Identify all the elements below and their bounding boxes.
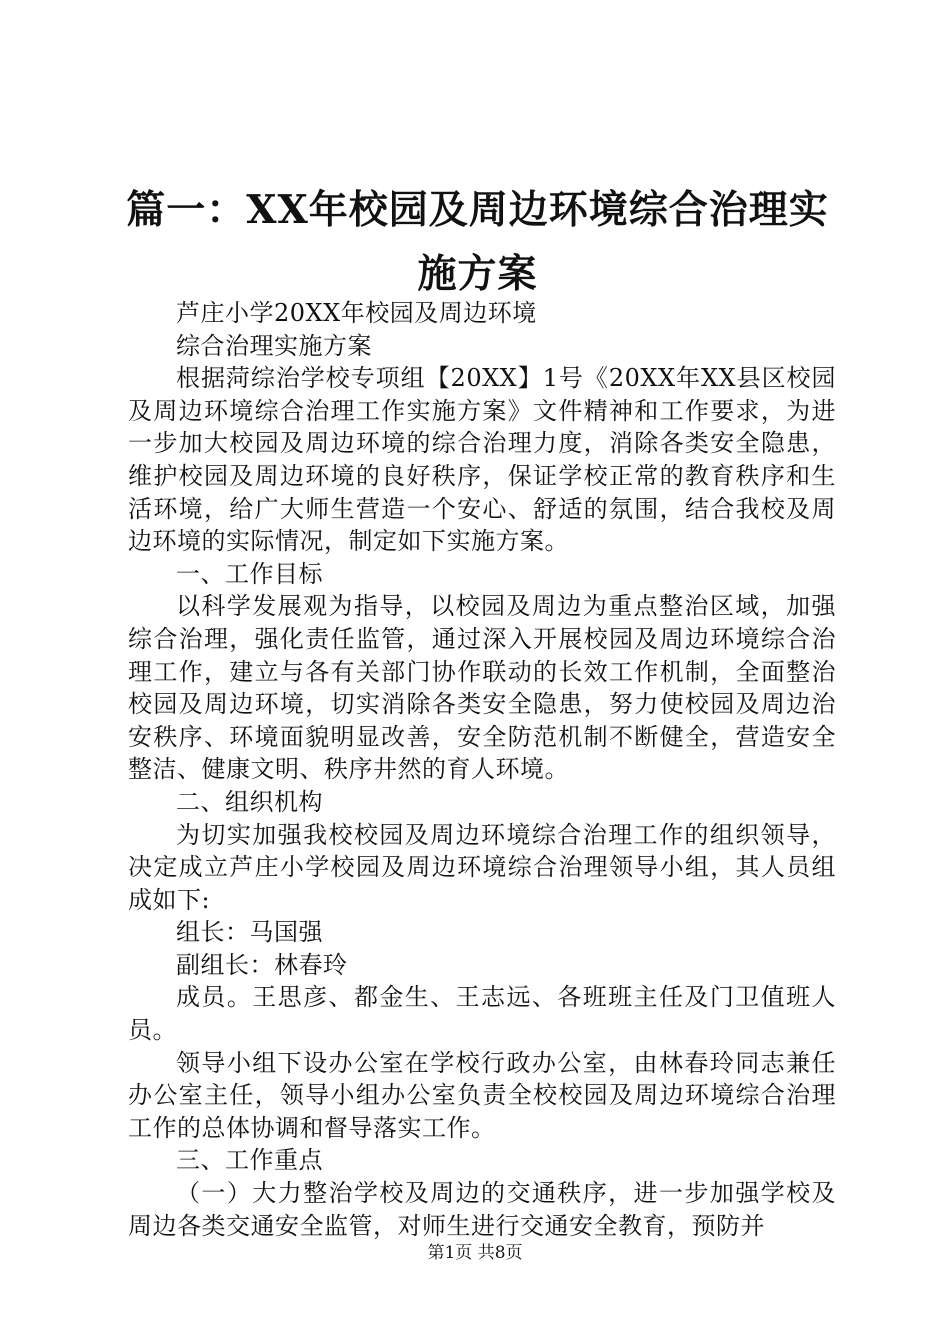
section-heading-organization: 二、组织机构: [176, 787, 323, 816]
document-body: [128, 297, 836, 1242]
members-line: 成员。王思彦、都金生、王志远、各班班主任及门卫值班人员。: [128, 983, 836, 1045]
office-paragraph: 领导小组下设办公室在学校行政办公室，由林春玲同志兼任办公室主任，领导小组办公室负责全校校园及周边环境综合治理工作的总体协调和督导落实工作。: [128, 1048, 836, 1142]
deputy-leader-line: 副组长：林春玲: [176, 950, 348, 979]
intro-paragraph: 根据菏综治学校专项组【20XX】1号《20XX年XX县区校园及周边环境综合治理工作实施方案》文件精神和工作要求，为进一步加大校园及周边环境的综合治理力度，消除各类安全隐患，维护校园及周边环境的良好秩序，保证学校正常的教育秩序和生活环境，给广大师生营造一个安心、舒适的氛围，结合我校及周边环境的实际情况，制定如下实施方案。: [128, 364, 836, 556]
page-footer: 第1页 共8页: [427, 1243, 523, 1263]
section-heading-goals: 一、工作目标: [176, 559, 323, 588]
focus-paragraph-1: （一）大力整治学校及周边的交通秩序，进一步加强学校及周边各类交通安全监管，对师生进行交通安全教育，预防并: [128, 1179, 836, 1240]
school-name-line: 芦庄小学20XX年校园及周边环境: [176, 299, 537, 327]
plan-name-line: 综合治理实施方案: [176, 331, 372, 360]
section-heading-focus: 三、工作重点: [176, 1146, 323, 1175]
goals-paragraph: 以科学发展观为指导，以校园及周边为重点整治区域，加强综合治理，强化责任监管，通过深入开展校园及周边环境综合治理工作，建立与各有关部门协作联动的长效工作机制，全面整治校园及周边环境，切实消除各类安全隐患，努力使校园及周边治安秩序、环境面貌明显改善，安全防范机制不断健全，营造安全整洁、健康文明、秩序井然的育人环境。: [128, 592, 836, 784]
organization-paragraph: 为切实加强我校校园及周边环境综合治理工作的组织领导，决定成立芦庄小学校园及周边环境综合治理领导小组，其人员组成如下:: [128, 820, 836, 914]
document-title: 篇一：XX年校园及周边环境综合治理实施方案: [126, 187, 829, 297]
leader-line: 组长：马国强: [176, 918, 323, 947]
